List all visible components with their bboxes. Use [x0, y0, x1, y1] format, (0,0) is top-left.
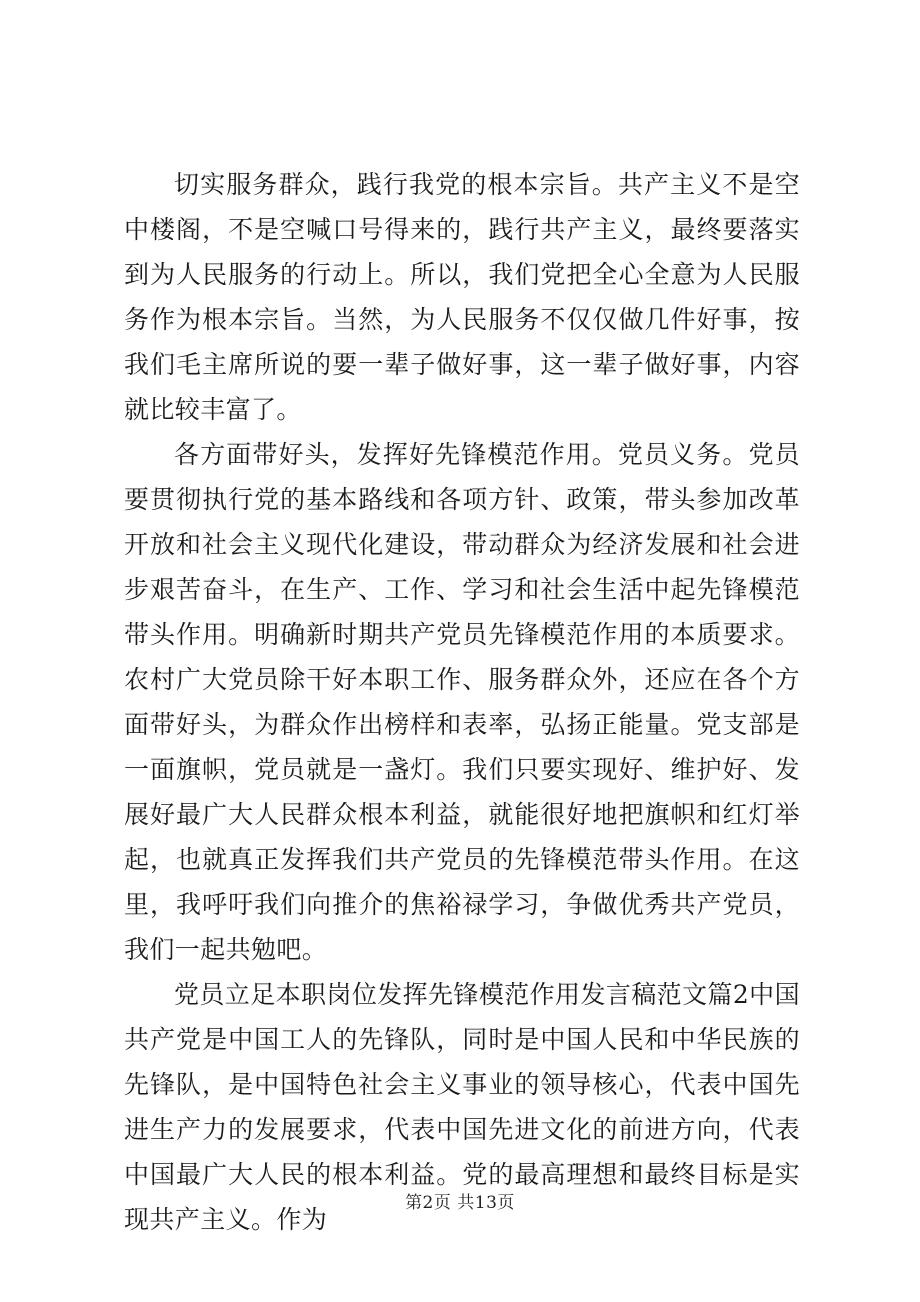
page-number-footer: 第2页 共13页 [405, 1193, 515, 1213]
paragraph-3: 党员立足本职岗位发挥先锋模范作用发言稿范文篇2中国共产党是中国工人的先锋队，同时是中国人民和中华民族的先锋队，是中国特色社会主义事业的领导核心，代表中国先进生产力的发展要求，代表中国先进文化的前进方向，代表中国最广大人民的根本利益。党的最高理想和最终目标是实现共产主义。作为 [124, 980, 800, 1234]
paragraph-1: 切实服务群众，践行我党的根本宗旨。共产主义不是空中楼阁，不是空喊口号得来的，践行共产主义，最终要落实到为人民服务的行动上。所以，我们党把全心全意为人民服务作为根本宗旨。当然，为人民服务不仅仅做几件好事，按我们毛主席所说的要一辈子做好事，这一辈子做好事，内容就比较丰富了。 [124, 170, 800, 424]
document-body [124, 162, 800, 1242]
paragraph-2: 各方面带好头，发挥好先锋模范作用。党员义务。党员要贯彻执行党的基本路线和各项方针、政策，带头参加改革开放和社会主义现代化建设，带动群众为经济发展和社会进步艰苦奋斗，在生产、工作、学习和社会生活中起先锋模范带头作用。明确新时期共产党员先锋模范作用的本质要求。农村广大党员除干好本职工作、服务群众外，还应在各个方面带好头，为群众作出榜样和表率，弘扬正能量。党支部是一面旗帜，党员就是一盏灯。我们只要实现好、维护好、发展好最广大人民群众根本利益，就能很好地把旗帜和红灯举起，也就真正发挥我们共产党员的先锋模范带头作用。在这里，我呼吁我们向推介的焦裕禄学习，争做优秀共产党员，我们一起共勉吧。 [124, 440, 800, 964]
